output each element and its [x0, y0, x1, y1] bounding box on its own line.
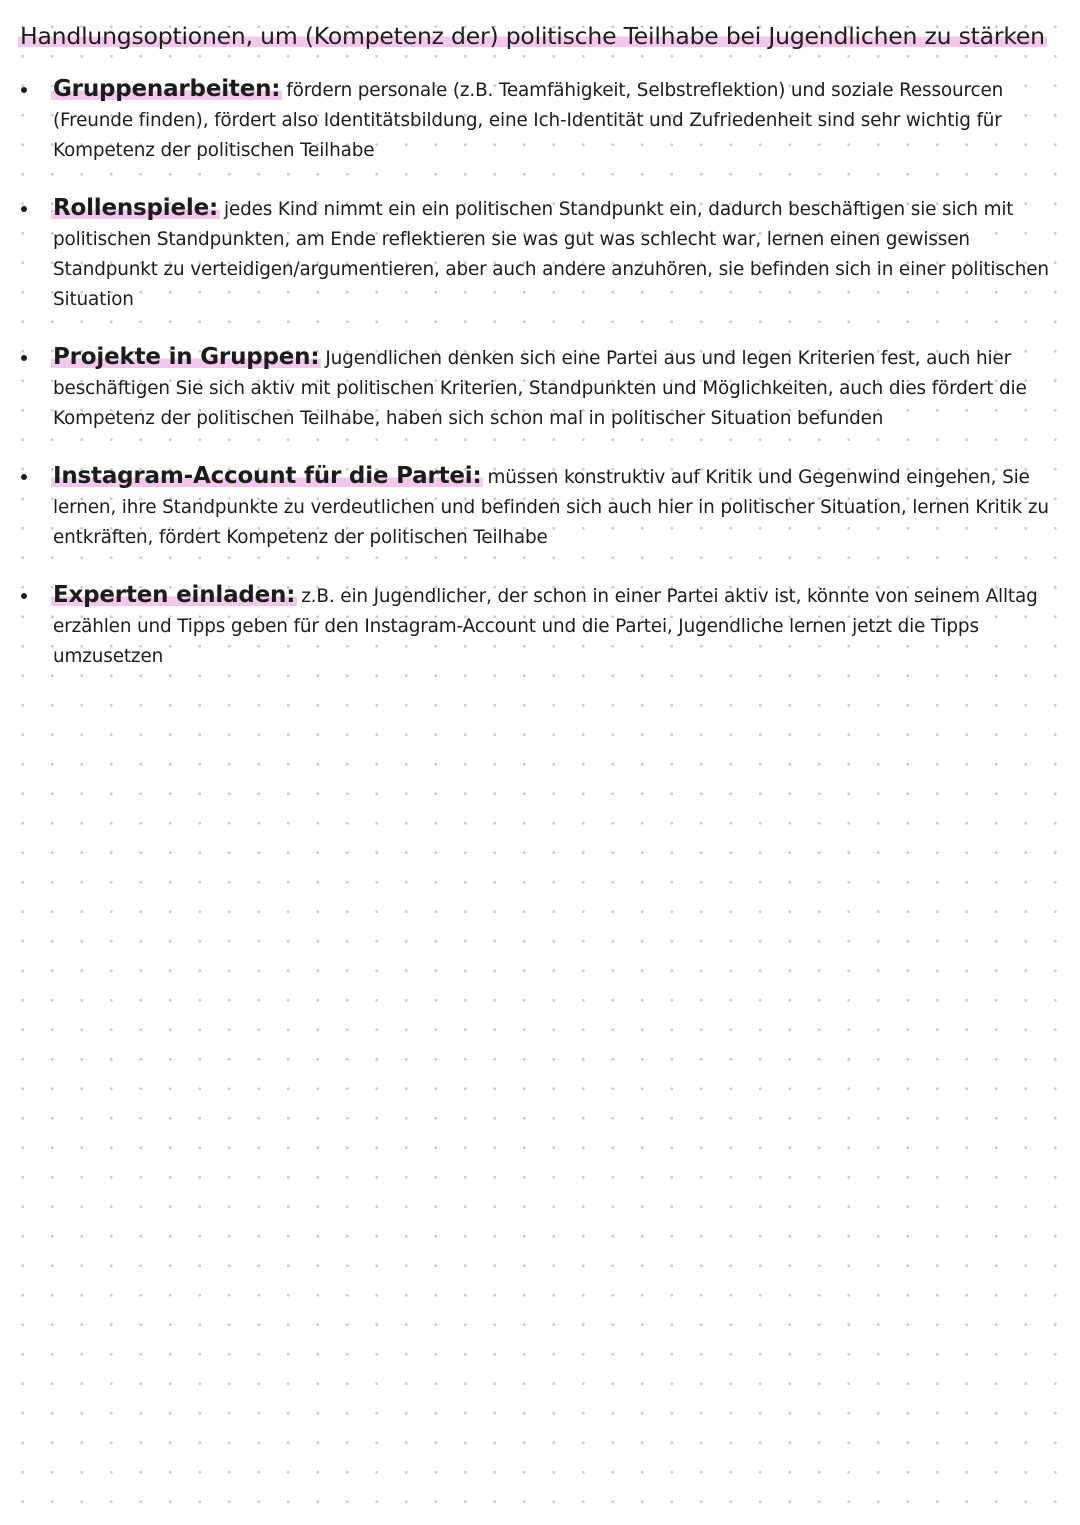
- item-text: Jugendlichen denken sich eine Partei aus und legen Kriterien fest, auch hier beschäftigen Sie sich aktiv mit politischen Kriterien, Standpunkten und Möglichkeiten, auch dies fördert die Kompetenz der politischen Teilhabe, haben sich schon mal in politischer Situation befunden: [53, 348, 1027, 429]
- title-highlight: Handlungsoptionen, um (Kompetenz der) politische Teilhabe bei Jugendlichen zu stärken: [20, 22, 1045, 50]
- item-text: fördern personale (z.B. Teamfähigkeit, Selbstreflektion) und soziale Ressourcen (Freunde finden), fördert also Identitätsbildung, eine Ich-Identität und Zufriedenheit sind sehr wichtig für Kompetenz der politischen Teilhabe: [53, 80, 1004, 161]
- item-term: Projekte in Gruppen:: [53, 344, 320, 370]
- item-text: jedes Kind nimmt ein ein politischen Standpunkt ein, dadurch beschäftigen sie sich mit politischen Standpunkten, am Ende reflektieren sie was gut was schlecht war, lernen einen gewissen Standpunkt zu verteidigen/argumentieren, aber auch andere anzuhören, sie befinden sich in einer politischen Situation: [53, 199, 1049, 310]
- item-term: Experten einladen:: [53, 582, 296, 608]
- item-term: Instagram-Account für die Partei:: [53, 463, 482, 489]
- options-list: [18, 74, 1060, 672]
- list-item-gruppenarbeiten: [18, 74, 1060, 166]
- item-text: z.B. ein Jugendlicher, der schon in einer Partei aktiv ist, könnte von seinem Alltag erzählen und Tipps geben für den Instagram-Account und die Partei, Jugendliche lernen jetzt die Tipps umzusetzen: [53, 586, 1038, 667]
- list-item-projekte: [18, 342, 1060, 434]
- item-term: Gruppenarbeiten:: [53, 76, 281, 102]
- bullet-dot: [21, 87, 27, 93]
- item-text: müssen konstruktiv auf Kritik und Gegenwind eingehen, Sie lernen, ihre Standpunkte zu verdeutlichen und befinden sich auch hier in politischer Situation, lernen Kritik zu entkräften, fördert Kompetenz der politischen Teilhabe: [53, 467, 1049, 548]
- bullet-dot: [21, 206, 27, 212]
- list-item-rollenspiele: [18, 193, 1060, 315]
- page-title: [18, 18, 1060, 54]
- list-item-instagram: [18, 461, 1060, 553]
- bullet-dot: [21, 593, 27, 599]
- bullet-dot: [21, 474, 27, 480]
- bullet-dot: [21, 355, 27, 361]
- item-term: Rollenspiele:: [53, 195, 218, 221]
- list-item-experten: [18, 580, 1060, 672]
